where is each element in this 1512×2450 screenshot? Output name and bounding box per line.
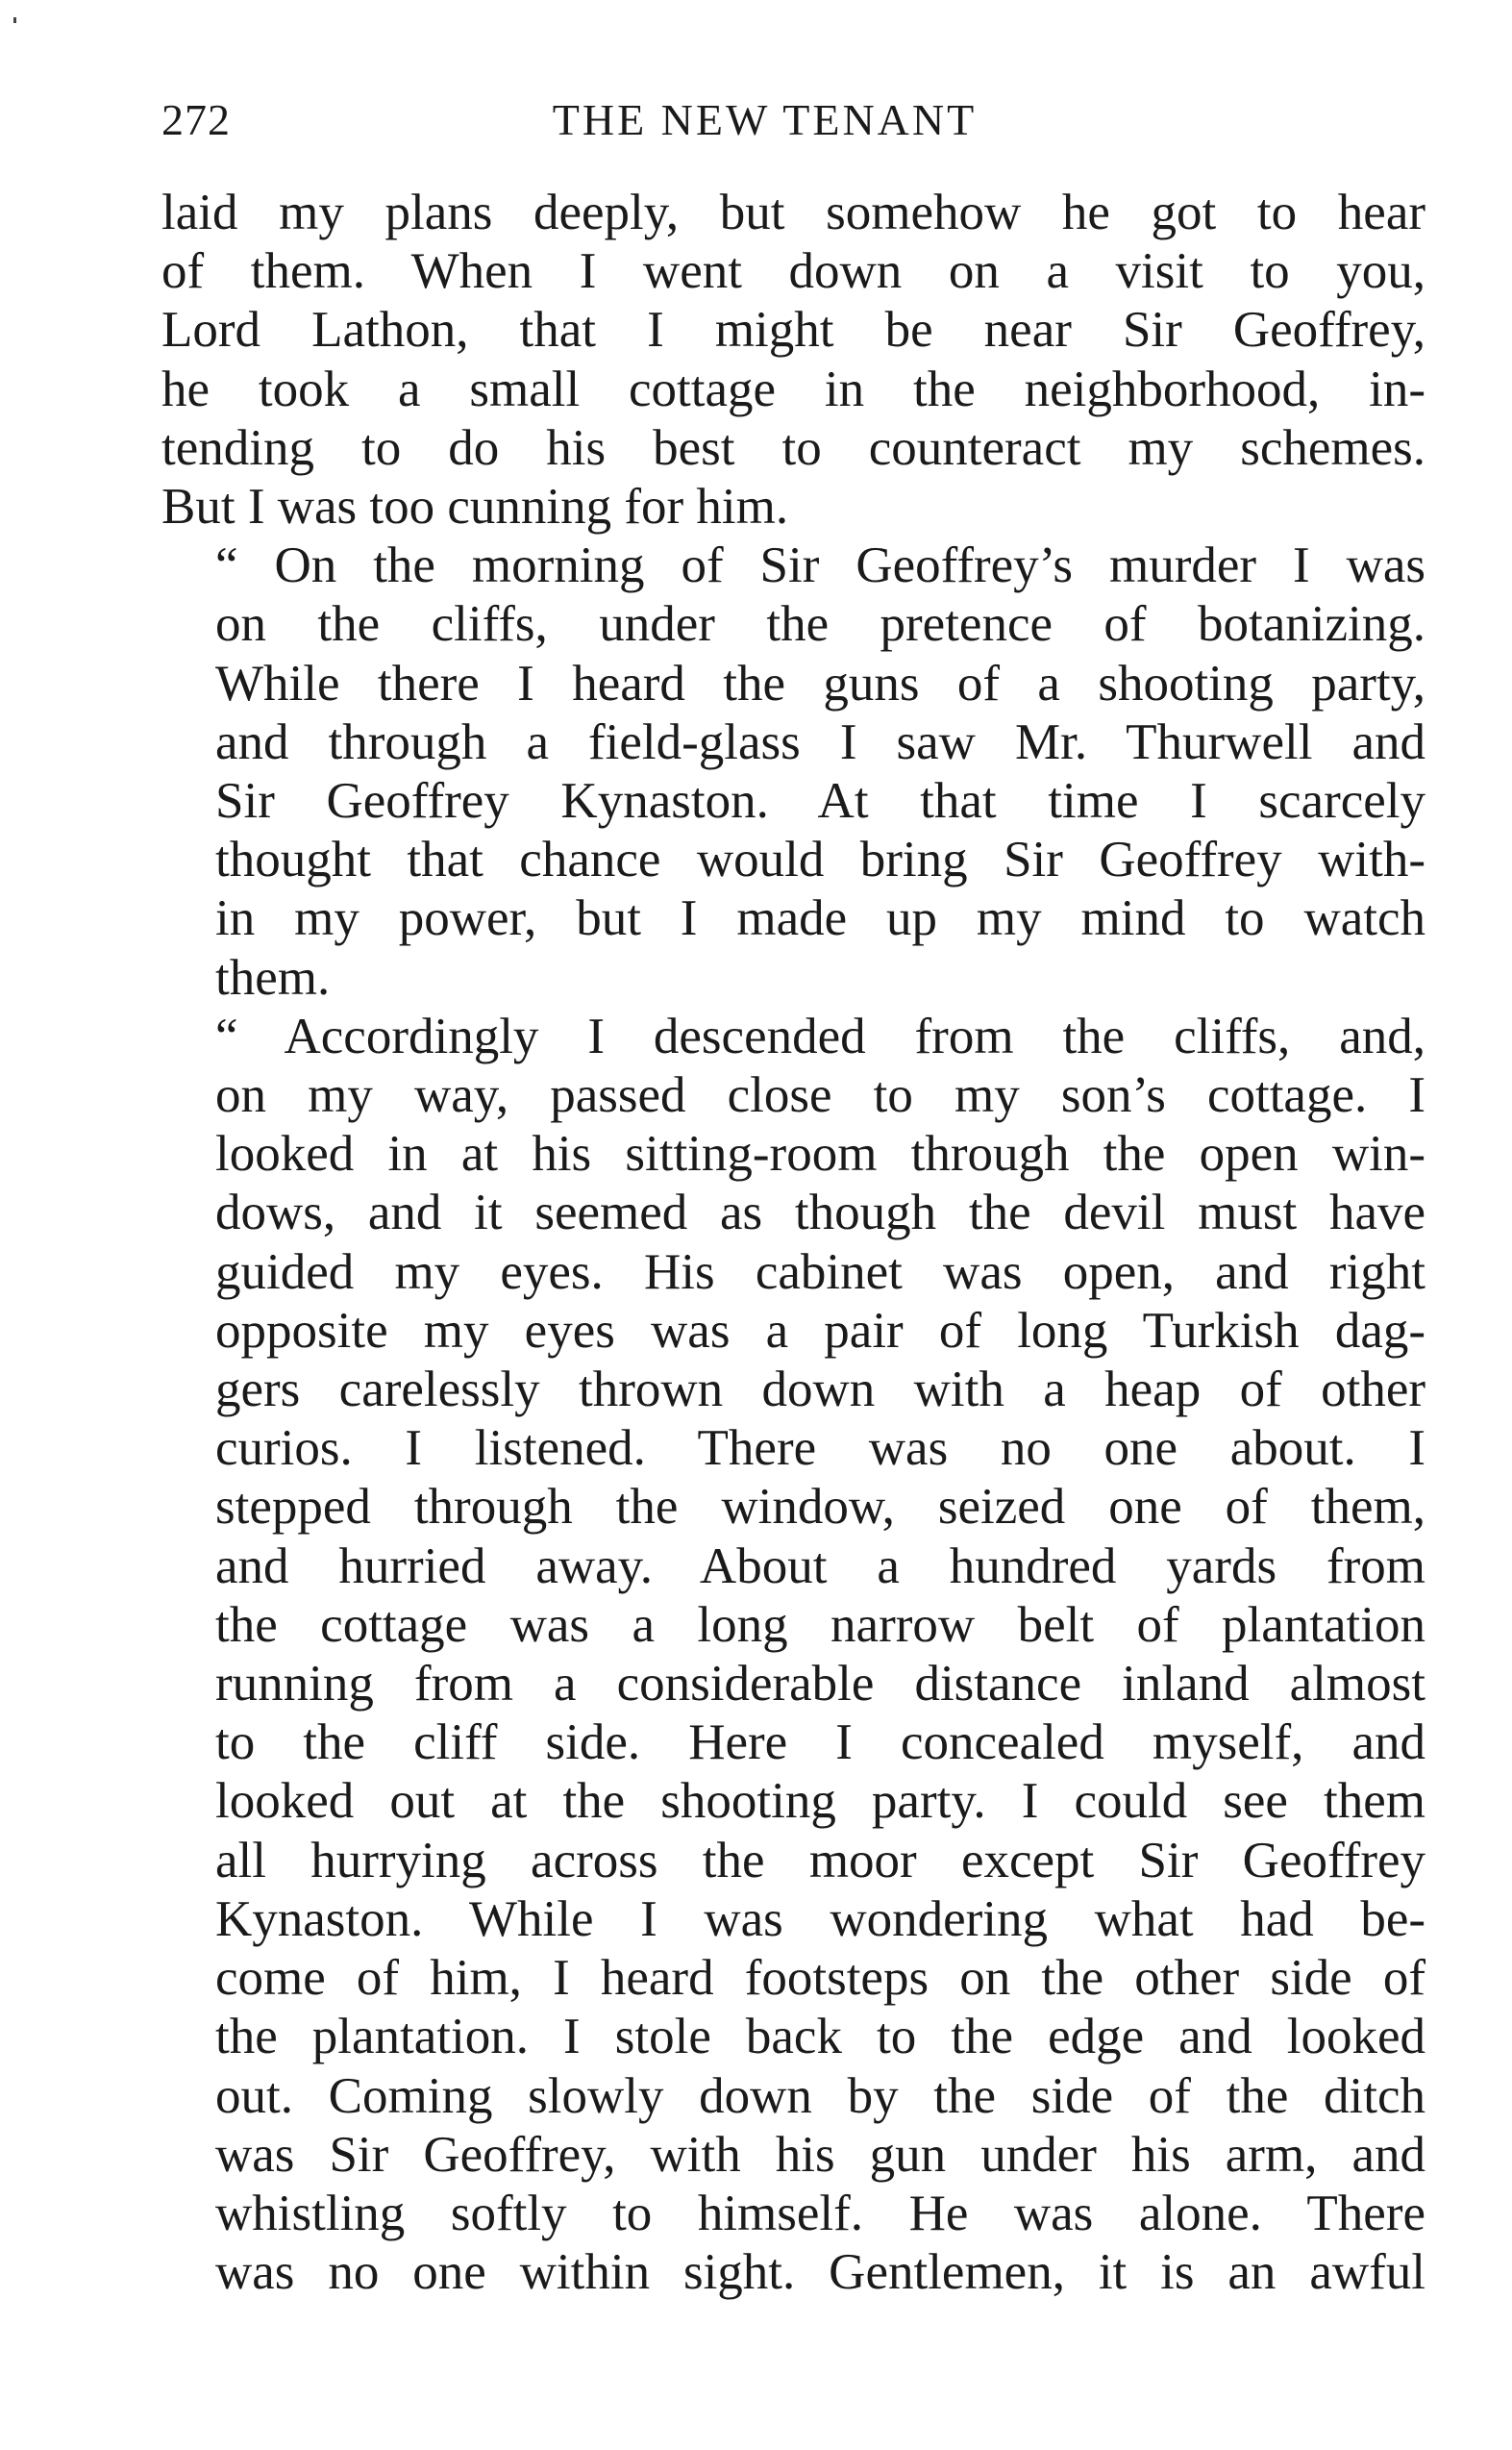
text-line: all hurrying across the moor except Sir Geoffrey xyxy=(215,1832,1425,1888)
text-line: While there I heard the guns of a shooting party, xyxy=(215,655,1425,712)
text-line: of them. When I went down on a visit to you, xyxy=(161,243,1425,300)
text-line: opposite my eyes was a pair of long Turkish dag- xyxy=(215,1302,1425,1359)
text-line: he took a small cottage in the neighborhood, in- xyxy=(161,361,1425,417)
paragraph-1 xyxy=(161,184,1425,537)
text-line: laid my plans deeply, but somehow he got to hear xyxy=(161,185,1425,240)
text-line: to the cliff side. Here I concealed myself, and xyxy=(215,1714,1425,1771)
text-line: the plantation. I stole back to the edge and looked xyxy=(215,2009,1425,2065)
text-line: out. Coming slowly down by the side of the ditch xyxy=(215,2067,1425,2124)
text-line: But I was too cunning for him. xyxy=(161,479,789,536)
text-line: Sir Geoffrey Kynaston. At that time I scarcely xyxy=(215,773,1425,830)
text-line: and through a field-glass I saw Mr. Thurwell and xyxy=(215,713,1425,770)
running-head xyxy=(161,94,1425,162)
text-line: the cottage was a long narrow belt of plantation xyxy=(215,1596,1425,1653)
text-line: on my way, passed close to my son’s cottage. I xyxy=(215,1067,1425,1124)
text-line: Kynaston. While I was wondering what had be- xyxy=(215,1890,1425,1947)
text-line: “ On the morning of Sir Geoffrey’s murder I was xyxy=(215,538,1425,594)
text-line: and hurried away. About a hundred yards from xyxy=(215,1538,1425,1594)
page-number: 272 xyxy=(161,95,231,144)
text-line: stepped through the window, seized one of them, xyxy=(215,1479,1425,1536)
text-line: curios. I listened. There was no one about. I xyxy=(215,1420,1425,1477)
text-line: in my power, but I made up my mind to watch xyxy=(215,890,1425,947)
text-line: them. xyxy=(215,949,331,1006)
running-title: THE NEW TENANT xyxy=(552,95,978,144)
text-line: thought that chance would bring Sir Geoffrey with- xyxy=(215,832,1425,888)
text-line: whistling softly to himself. He was alone. There xyxy=(215,2185,1425,2241)
text-line: dows, and it seemed as though the devil must have xyxy=(215,1185,1425,1241)
text-line: running from a considerable distance inland almost xyxy=(215,1656,1425,1712)
scan-speck xyxy=(13,17,16,23)
body-text xyxy=(161,184,1425,2302)
paragraph-3 xyxy=(161,1008,1425,2302)
text-line: looked in at his sitting-room through the open win- xyxy=(215,1126,1425,1183)
text-line: Lord Lathon, that I might be near Sir Geoffrey, xyxy=(161,302,1425,359)
text-line: was no one within sight. Gentlemen, it is an awful xyxy=(215,2244,1425,2301)
paragraph-2 xyxy=(161,537,1425,1008)
text-line: was Sir Geoffrey, with his gun under his arm, and xyxy=(215,2126,1425,2183)
text-line: “ Accordingly I descended from the cliffs, and, xyxy=(215,1008,1425,1064)
text-line: guided my eyes. His cabinet was open, and right xyxy=(215,1243,1425,1300)
text-line: come of him, I heard footsteps on the other side of xyxy=(215,1950,1425,2007)
text-line: gers carelessly thrown down with a heap of other xyxy=(215,1362,1425,1418)
text-line: on the cliffs, under the pretence of botanizing. xyxy=(215,596,1425,653)
text-line: looked out at the shooting party. I could see them xyxy=(215,1773,1425,1830)
text-line: tending to do his best to counteract my schemes. xyxy=(161,419,1425,476)
